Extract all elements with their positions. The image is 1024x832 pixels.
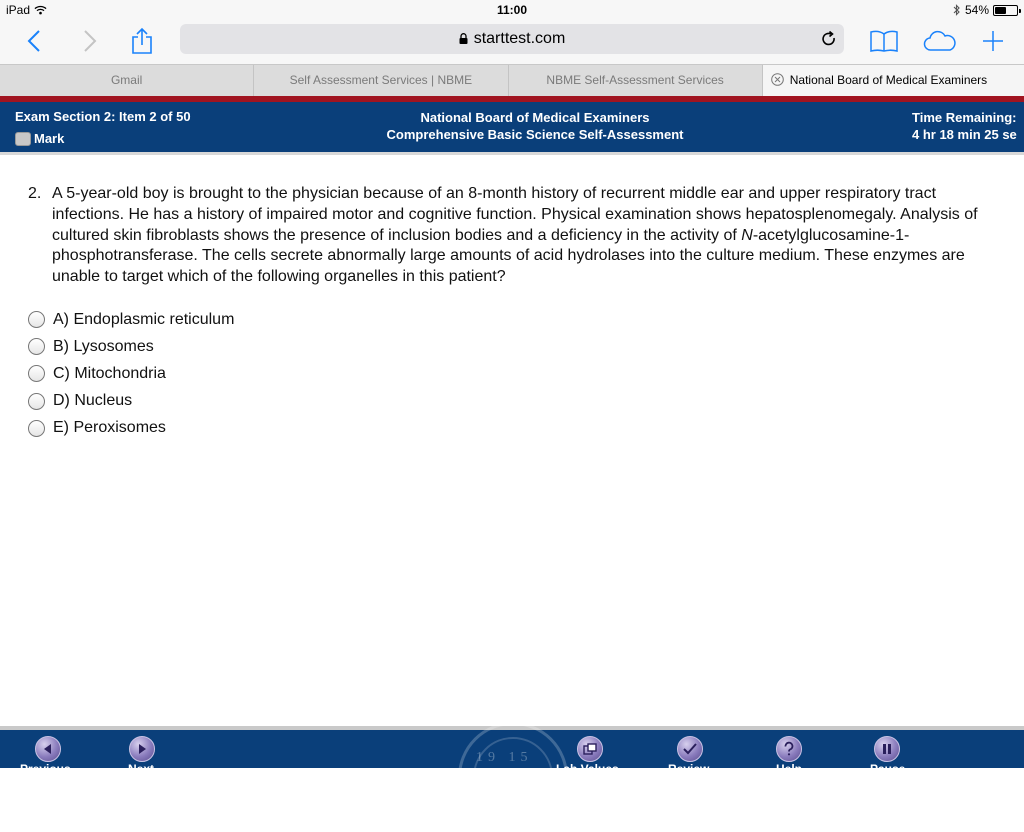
lab-values-label[interactable]: Lab Values xyxy=(556,762,619,776)
review-button[interactable] xyxy=(677,736,703,762)
tab-nbme-self-assessment[interactable]: NBME Self-Assessment Services xyxy=(509,65,763,96)
chevron-right-icon xyxy=(83,29,97,53)
option-label: D) Nucleus xyxy=(53,392,133,410)
option-label: C) Mitochondria xyxy=(53,364,166,382)
book-icon xyxy=(870,30,898,52)
url-display xyxy=(180,30,844,48)
close-tab-icon[interactable] xyxy=(771,73,784,86)
battery-percent: 54% xyxy=(964,3,989,17)
exam-header xyxy=(0,102,1024,152)
bluetooth-icon xyxy=(953,4,961,16)
answer-option-d[interactable] xyxy=(28,388,234,415)
icloud-tabs-button[interactable] xyxy=(922,24,958,58)
arrow-left-icon xyxy=(42,743,54,755)
browser-toolbar xyxy=(0,20,1024,64)
mark-box-icon[interactable] xyxy=(15,132,31,146)
forward-button[interactable] xyxy=(72,24,108,58)
time-label: Time Remaining: xyxy=(912,110,1017,125)
radio-button[interactable] xyxy=(28,420,45,437)
device-name: iPad xyxy=(6,3,31,17)
time-value: 4 hr 18 min 25 se xyxy=(912,127,1017,142)
header-divider xyxy=(0,152,1024,155)
battery-icon xyxy=(993,5,1018,16)
radio-button[interactable] xyxy=(28,338,45,355)
pause-button[interactable] xyxy=(874,736,900,762)
option-label: A) Endoplasmic reticulum xyxy=(53,310,235,328)
share-icon xyxy=(131,27,153,55)
browser-tabs xyxy=(0,64,1024,96)
lab-values-button[interactable] xyxy=(577,736,603,762)
tab-self-assessment-services[interactable]: Self Assessment Services | NBME xyxy=(254,65,508,96)
answer-options xyxy=(28,306,234,442)
mark-label: Mark xyxy=(34,131,65,146)
answer-option-a[interactable] xyxy=(28,306,234,333)
review-label[interactable]: Review xyxy=(668,762,710,776)
radio-button[interactable] xyxy=(28,365,45,382)
question-text-part1: A 5-year-old boy is brought to the physician because of an 8-month history of recurrent middle ear and upper respiratory tract infections. He has a history of impaired motor and cognitive function. Physical examination shows hepatosplenomegaly. Analysis of cultured skin fibroblasts shows the presence of inclusion bodies and a deficiency in the activity of xyxy=(52,185,978,244)
bookmarks-button[interactable] xyxy=(866,24,902,58)
lock-icon xyxy=(459,33,468,44)
ios-status-bar xyxy=(0,0,1024,20)
status-right xyxy=(953,3,1018,17)
battery-tip xyxy=(1019,9,1021,13)
previous-label[interactable]: Previous xyxy=(20,762,71,776)
option-label: E) Peroxisomes xyxy=(53,419,166,437)
question-text-part2: -acetylglucosamine-1-phosphotransferase. The cells secrete abnormally large amounts of acid hydrolases into the culture medium. These enzymes are unable to target which of the following organelles in this patient? xyxy=(52,226,965,286)
option-label: B) Lysosomes xyxy=(53,337,154,355)
arrow-right-icon xyxy=(136,743,148,755)
org-name: National Board of Medical Examiners xyxy=(420,110,650,125)
nbme-seal-watermark xyxy=(458,722,568,832)
pause-label[interactable]: Pause xyxy=(870,762,906,776)
tab-label: National Board of Medical Examiners xyxy=(789,73,988,87)
share-button[interactable] xyxy=(124,24,160,58)
checkmark-icon xyxy=(683,743,697,755)
url-text: starttest.com xyxy=(473,30,566,47)
radio-button[interactable] xyxy=(28,311,45,328)
status-time: 11:00 xyxy=(496,3,528,17)
question-mark-icon xyxy=(783,742,795,756)
reload-icon[interactable] xyxy=(820,30,838,48)
previous-button[interactable] xyxy=(35,736,61,762)
question-number: 2. xyxy=(28,185,42,202)
lab-values-icon xyxy=(583,743,597,755)
next-button[interactable] xyxy=(129,736,155,762)
time-remaining xyxy=(912,109,1017,143)
seal-inner-ring xyxy=(473,737,553,817)
chevron-left-icon xyxy=(27,29,41,53)
new-tab-button[interactable] xyxy=(975,24,1011,58)
mark-checkbox[interactable] xyxy=(15,131,64,146)
answer-option-b[interactable] xyxy=(28,333,234,360)
plus-icon xyxy=(982,30,1004,52)
url-bar[interactable] xyxy=(180,24,844,54)
back-button[interactable] xyxy=(16,24,52,58)
help-label[interactable]: Help xyxy=(776,762,803,776)
question-stem xyxy=(28,184,1008,288)
exam-footer xyxy=(0,730,1024,776)
tab-gmail[interactable]: Gmail xyxy=(0,65,254,96)
seal-year: 19 15 xyxy=(476,750,533,765)
tab-nbme-active[interactable] xyxy=(763,65,1024,96)
next-label[interactable]: Next xyxy=(128,762,155,776)
exam-section-item: Exam Section 2: Item 2 of 50 xyxy=(15,109,191,124)
question-text-italic: N xyxy=(741,226,753,244)
battery-fill xyxy=(995,7,1006,14)
answer-option-e[interactable] xyxy=(28,415,234,442)
cloud-icon xyxy=(923,30,957,52)
help-button[interactable] xyxy=(776,736,802,762)
exam-title: Comprehensive Basic Science Self-Assessment xyxy=(386,127,684,142)
exam-title-block xyxy=(250,109,820,143)
radio-button[interactable] xyxy=(28,393,45,410)
question-text xyxy=(52,184,1008,288)
pause-icon xyxy=(882,743,892,755)
answer-option-c[interactable] xyxy=(28,360,234,387)
